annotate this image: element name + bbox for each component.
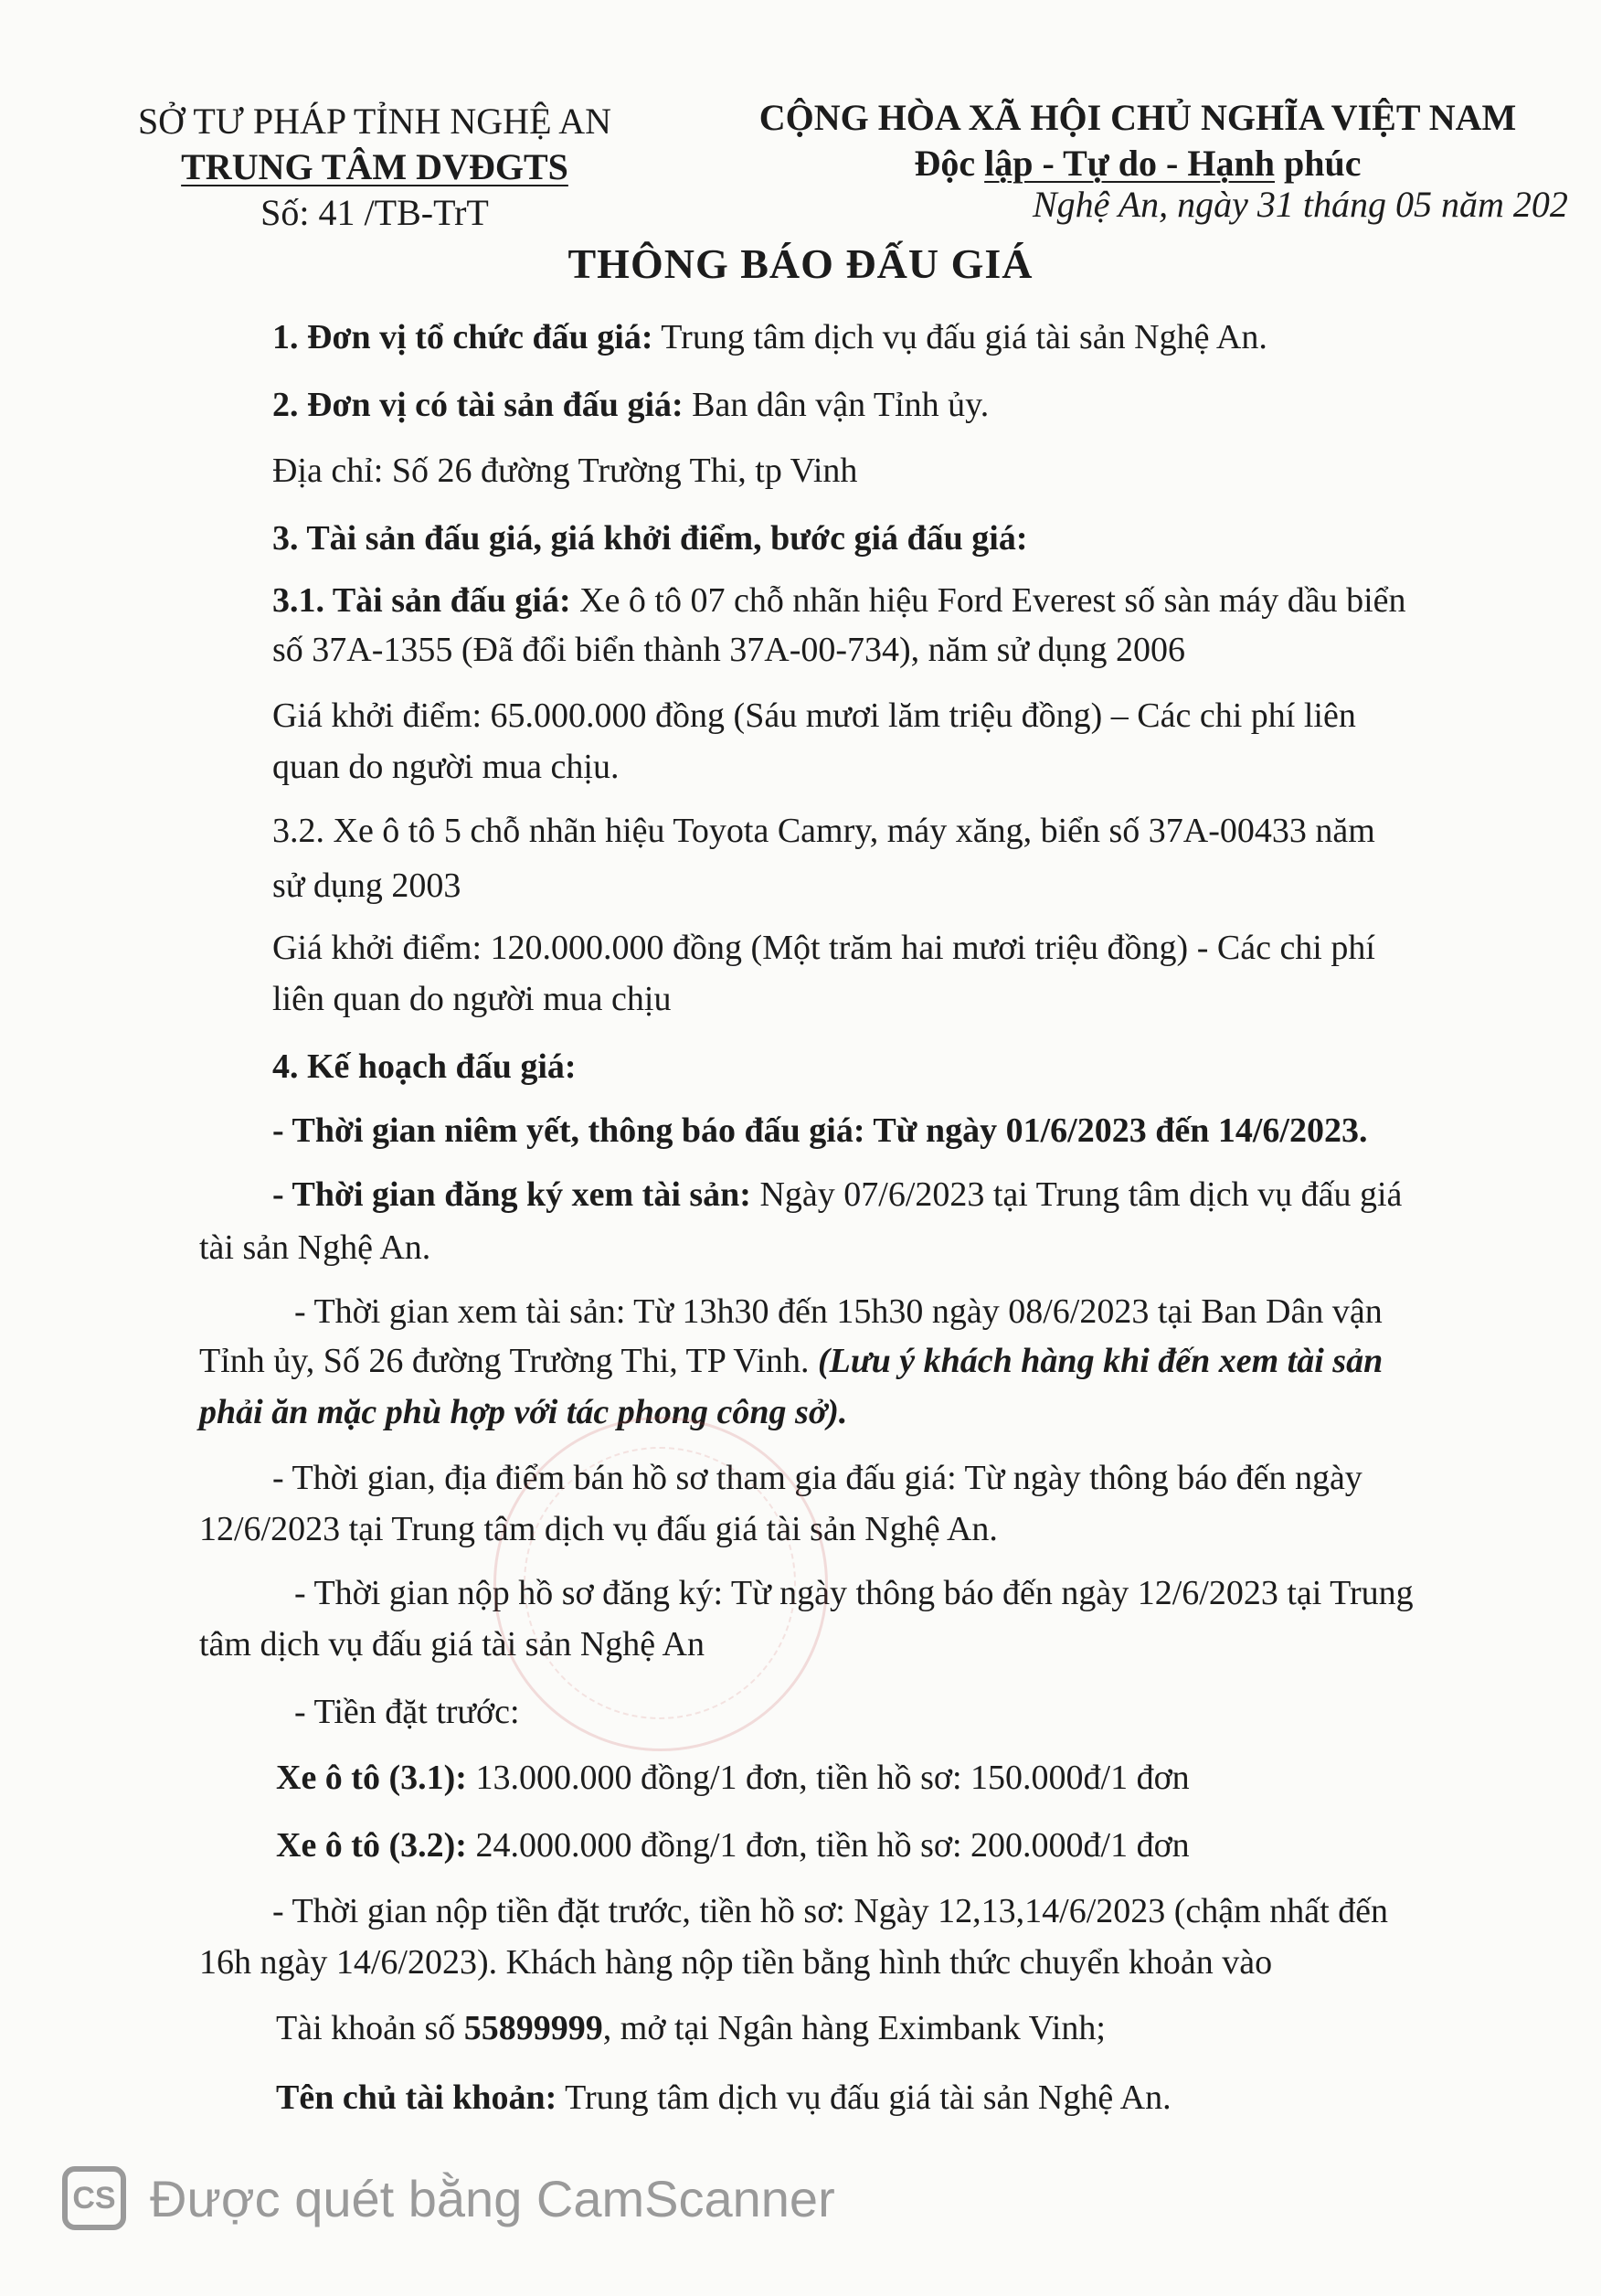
viewing-note: (Lưu ý khách hàng khi đến xem tài sản bbox=[818, 1342, 1384, 1380]
section-1 bbox=[272, 316, 1267, 358]
asset-3-1-label: 3.1. Tài sản đấu giá: bbox=[272, 581, 571, 620]
viewing-line-3: phải ăn mặc phù hợp với tác phong công sở). bbox=[199, 1393, 848, 1431]
document-number: Số: 41 /TB-TrT bbox=[260, 192, 489, 233]
header-right bbox=[704, 95, 1572, 186]
account-owner-line bbox=[276, 2077, 1172, 2119]
payment-line-2: 16h ngày 14/6/2023). Khách hàng nộp tiền bằng hình thức chuyển khoản vào bbox=[199, 1943, 1273, 1982]
asset-3-1-text: Xe ô tô 07 chỗ nhãn hiệu Ford Everest số sàn máy dầu biển bbox=[570, 581, 1406, 620]
section-2-label: 2. Đơn vị có tài sản đấu giá: bbox=[272, 386, 684, 424]
sale-line-1: - Thời gian, địa điểm bán hồ sơ tham gia đấu giá: Từ ngày thông báo đến ngày bbox=[272, 1459, 1362, 1497]
section-2-text: Ban dân vận Tỉnh ủy. bbox=[683, 386, 990, 424]
account-number: 55899999 bbox=[463, 2009, 603, 2047]
account-prefix: Tài khoản số bbox=[276, 2009, 464, 2047]
asset-3-2-line-1: 3.2. Xe ô tô 5 chỗ nhãn hiệu Toyota Camry, máy xăng, biển số 37A-00433 năm bbox=[272, 812, 1375, 850]
asset-3-1-price-1: Giá khởi điểm: 65.000.000 đồng (Sáu mươi lăm triệu đồng) – Các chi phí liên bbox=[272, 696, 1356, 735]
deposit-car-2 bbox=[276, 1824, 1190, 1866]
section-4-label: 4. Kế hoạch đấu giá: bbox=[272, 1047, 577, 1086]
motto-part-2: lập - Tự do - Hạnh bbox=[984, 143, 1275, 184]
country-name: CỘNG HÒA XÃ HỘI CHỦ NGHĨA VIỆT NAM bbox=[758, 97, 1517, 138]
document-date: Nghệ An, ngày 31 tháng 05 năm 202 bbox=[1033, 184, 1568, 225]
asset-3-2-line-2: sử dụng 2003 bbox=[272, 866, 461, 905]
faint-stamp-mark bbox=[493, 1417, 828, 1751]
deposit-label: - Tiền đặt trước: bbox=[294, 1693, 520, 1731]
asset-3-1-price-2: quan do người mua chịu. bbox=[272, 748, 620, 786]
viewing-line-1: - Thời gian xem tài sản: Từ 13h30 đến 15h30 ngày 08/6/2023 tại Ban Dân vận bbox=[294, 1292, 1383, 1331]
deposit-car-1 bbox=[276, 1757, 1190, 1799]
camscanner-watermark bbox=[62, 2166, 835, 2230]
camscanner-icon: CS bbox=[62, 2166, 126, 2230]
viewing-text: Tỉnh ủy, Số 26 đường Trường Thi, TP Vinh. bbox=[199, 1342, 819, 1380]
registration-text: Ngày 07/6/2023 tại Trung tâm dịch vụ đấu giá bbox=[750, 1175, 1403, 1214]
motto-part-1: Độc bbox=[914, 143, 985, 184]
submit-line-2: tâm dịch vụ đấu giá tài sản Nghệ An bbox=[199, 1625, 705, 1664]
registration-label: - Thời gian đăng ký xem tài sản: bbox=[272, 1175, 751, 1214]
document-title: THÔNG BÁO ĐẤU GIÁ bbox=[567, 240, 1034, 287]
deposit-car-2-text: 24.000.000 đồng/1 đơn, tiền hồ sơ: 200.000đ/1 đơn bbox=[466, 1826, 1190, 1865]
sale-line-2: 12/6/2023 tại Trung tâm dịch vụ đấu giá tài sản Nghệ An. bbox=[199, 1510, 998, 1548]
motto-part-3: phúc bbox=[1274, 143, 1362, 184]
registration-line-2: tài sản Nghệ An. bbox=[199, 1228, 431, 1267]
payment-line-1: - Thời gian nộp tiền đặt trước, tiền hồ sơ: Ngày 12,13,14/6/2023 (chậm nhất đến bbox=[272, 1892, 1389, 1930]
account-owner-label: Tên chủ tài khoản: bbox=[276, 2078, 557, 2117]
registration-line-1 bbox=[272, 1174, 1402, 1216]
deposit-car-1-label: Xe ô tô (3.1): bbox=[276, 1759, 467, 1797]
account-bank: , mở tại Ngân hàng Eximbank Vinh; bbox=[602, 2009, 1106, 2047]
motto bbox=[704, 141, 1572, 186]
section-2 bbox=[272, 384, 989, 426]
deposit-car-2-label: Xe ô tô (3.2): bbox=[276, 1826, 467, 1865]
section-3-label: 3. Tài sản đấu giá, giá khởi điểm, bước giá đấu giá: bbox=[272, 519, 1028, 558]
submit-line-1: - Thời gian nộp hồ sơ đăng ký: Từ ngày thông báo đến ngày 12/6/2023 tại Trung bbox=[294, 1574, 1414, 1612]
asset-3-1-line-1 bbox=[272, 579, 1406, 622]
camscanner-text: Được quét bằng CamScanner bbox=[150, 2169, 835, 2227]
agency-name: SỞ TƯ PHÁP TỈNH NGHỆ AN bbox=[137, 101, 612, 142]
section-1-text: Trung tâm dịch vụ đấu giá tài sản Nghệ An. bbox=[652, 318, 1267, 356]
asset-3-1-line-2: số 37A-1355 (Đã đổi biển thành 37A-00-734), năm sử dụng 2006 bbox=[272, 631, 1185, 669]
deposit-car-1-text: 13.000.000 đồng/1 đơn, tiền hồ sơ: 150.000đ/1 đơn bbox=[466, 1759, 1190, 1797]
header-left bbox=[110, 99, 640, 236]
account-owner-text: Trung tâm dịch vụ đấu giá tài sản Nghệ An. bbox=[557, 2078, 1172, 2117]
section-1-label: 1. Đơn vị tổ chức đấu giá: bbox=[272, 318, 653, 356]
center-name: TRUNG TÂM DVĐGTS bbox=[181, 146, 568, 187]
posting-period: - Thời gian niêm yết, thông báo đấu giá: Từ ngày 01/6/2023 đến 14/6/2023. bbox=[272, 1111, 1368, 1150]
asset-3-2-price-1: Giá khởi điểm: 120.000.000 đồng (Một trăm hai mươi triệu đồng) - Các chi phí bbox=[272, 929, 1375, 967]
faint-stamp-inner-ring bbox=[524, 1447, 796, 1719]
owner-address: Địa chỉ: Số 26 đường Trường Thi, tp Vinh bbox=[272, 452, 858, 490]
account-number-line bbox=[276, 2007, 1106, 2049]
asset-3-2-price-2: liên quan do người mua chịu bbox=[272, 980, 672, 1018]
viewing-line-2 bbox=[199, 1340, 1383, 1382]
